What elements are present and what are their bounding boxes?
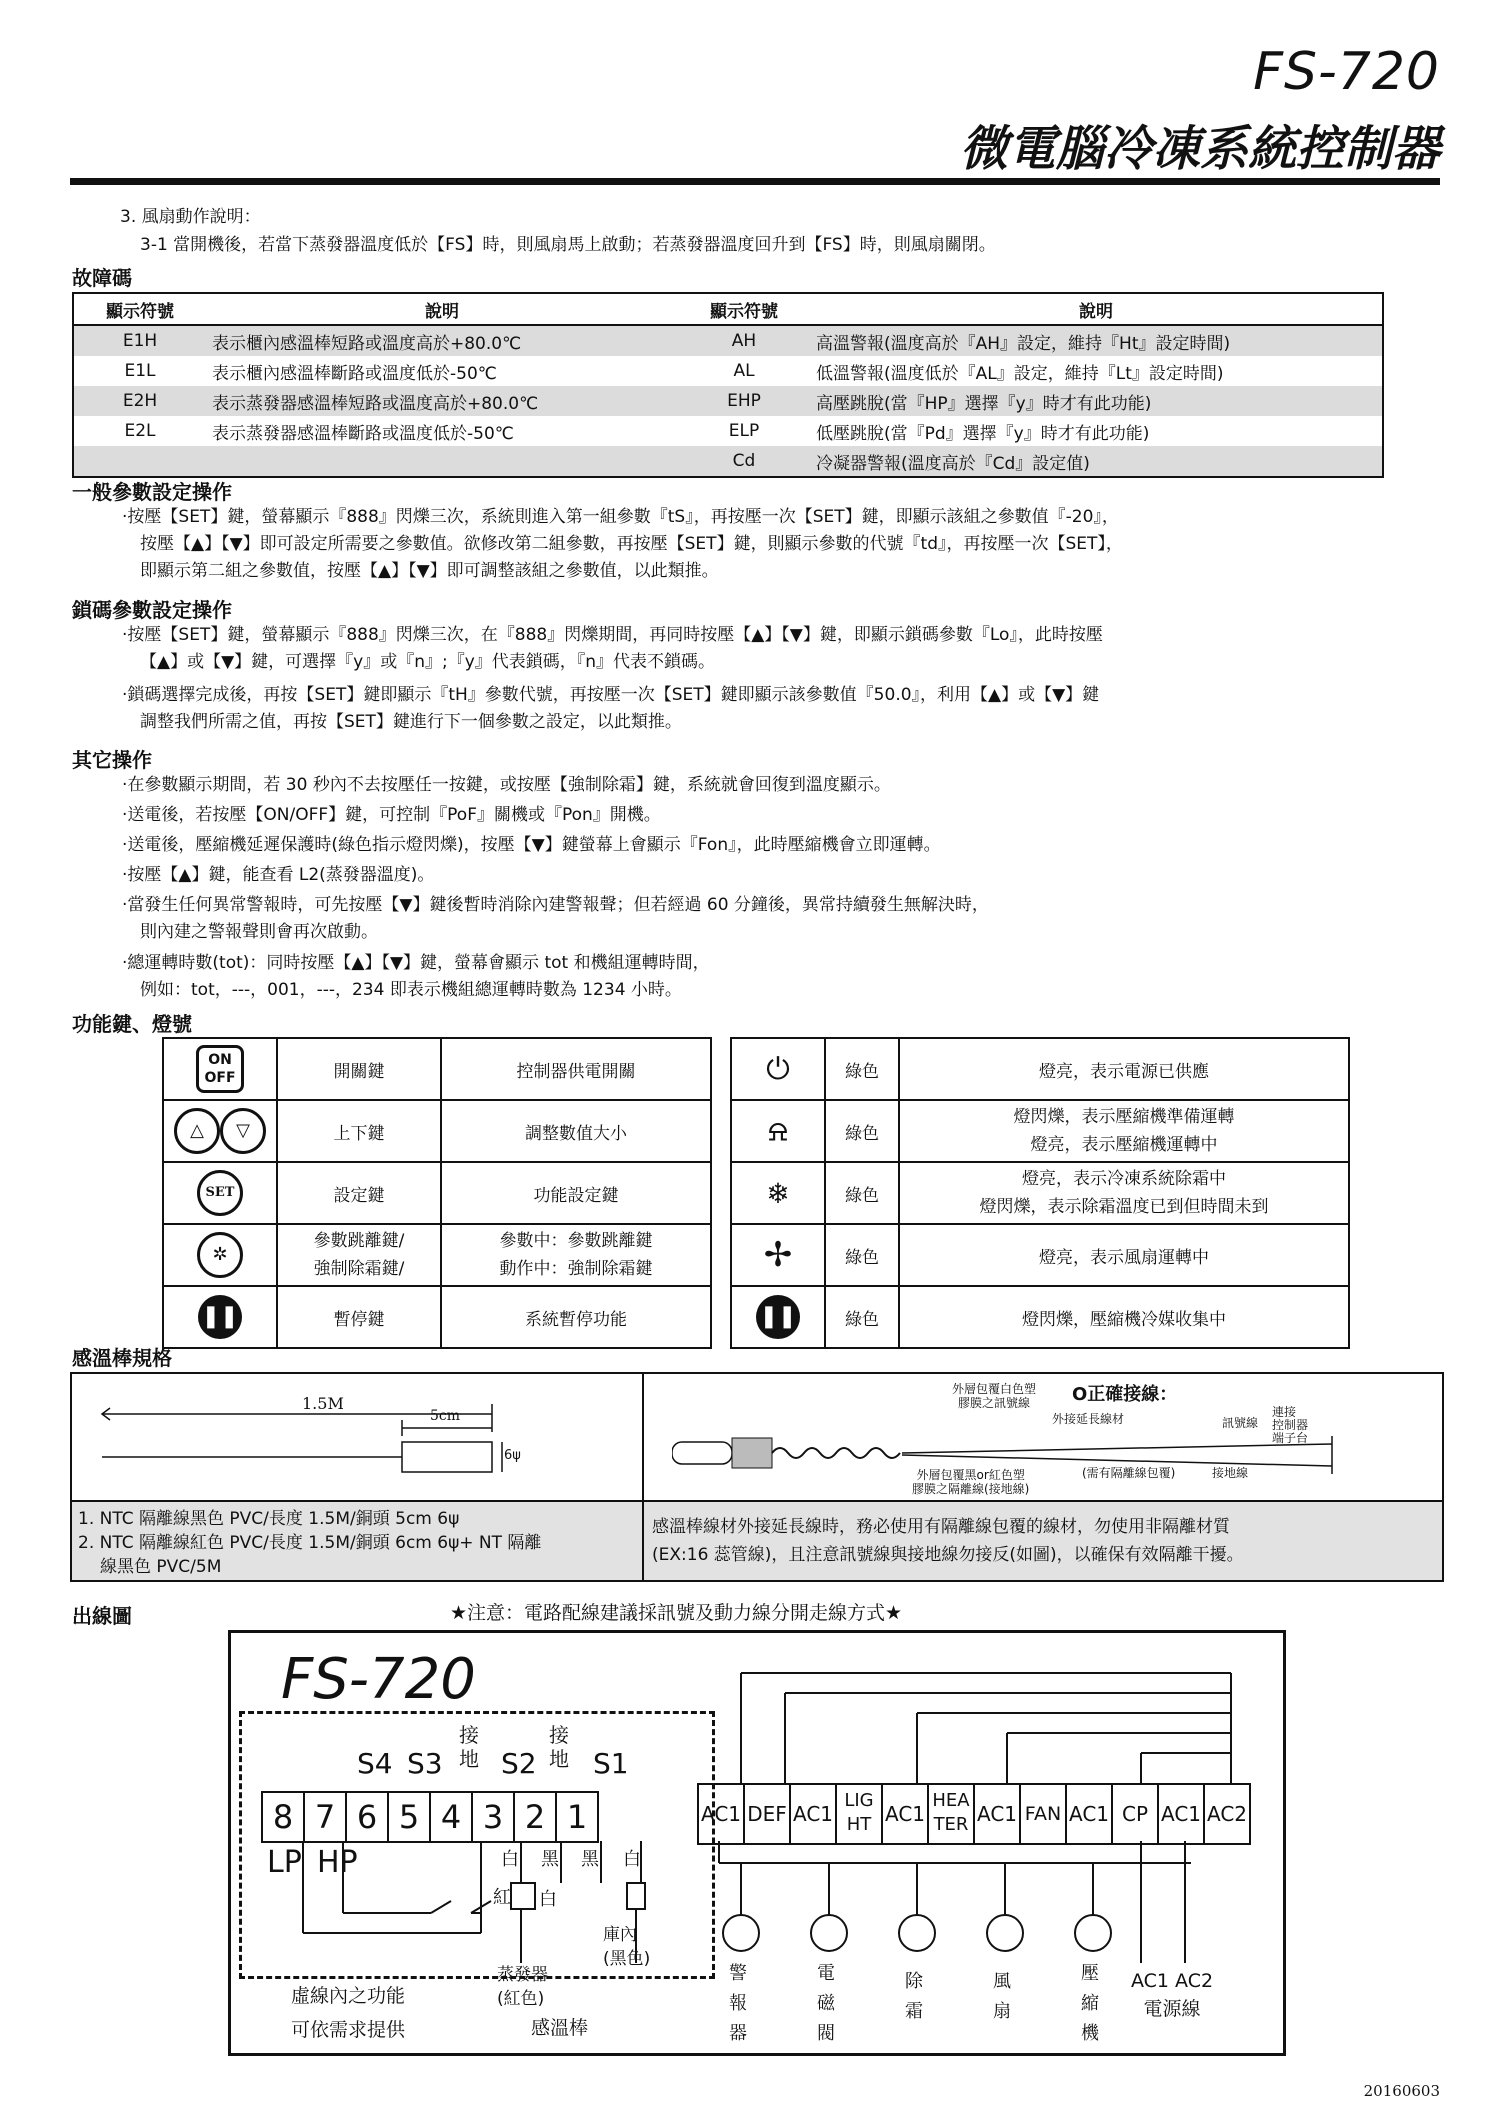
terminal: 2 xyxy=(515,1791,557,1843)
terminal: 6 xyxy=(347,1791,389,1843)
date-stamp: 20160603 xyxy=(1363,2082,1440,2100)
lock-heading: 鎖碼參數設定操作 xyxy=(72,598,232,622)
fault-table xyxy=(72,292,1384,478)
other-line: ‧送電後，若按壓【ON/OFF】鍵，可控制『PoF』關機或『Pon』開機。 xyxy=(122,805,661,825)
fault-desc: 低溫警報(溫度低於『AL』設定，維持『Lt』設定時間) xyxy=(816,363,1224,384)
terminal: AC1 xyxy=(791,1783,837,1845)
lock-line: ‧鎖碼選擇完成後，再按【SET】鍵即顯示『tH』參數代號，再按壓一次【SET】鍵即顯示該參數值『50.0』，利用【▲】或【▼】鍵 xyxy=(122,685,1100,705)
col-code: 顯示符號 xyxy=(74,294,206,325)
light-desc: 燈亮，表示風扇運轉中 xyxy=(899,1224,1349,1286)
fault-desc: 高壓跳脫(當『HP』選擇『y』時才有此功能) xyxy=(810,386,1382,416)
terminal: FAN xyxy=(1021,1783,1067,1845)
table-row xyxy=(74,325,1382,356)
key-name: 暫停鍵 xyxy=(277,1286,441,1348)
wire-color: 白 xyxy=(539,1889,557,1910)
other-line: 例如：tot，---，001，---，234 即表示機組總運轉時數為 1234 小時。 xyxy=(140,980,682,1000)
key-desc: 控制器供電開關 xyxy=(441,1038,711,1100)
power-icon: ⏻ xyxy=(731,1038,825,1100)
compressor-icon: ⍾ xyxy=(731,1100,825,1162)
terminal: LIG HT xyxy=(837,1783,883,1845)
fault-desc: 表示櫃內感溫棒短路或溫度高於+80.0℃ xyxy=(206,325,678,356)
header-rule xyxy=(70,178,1440,185)
s3-label: S3 xyxy=(407,1747,443,1780)
s2-label: S2 xyxy=(501,1747,537,1780)
spec-line: 線黑色 PVC/5M xyxy=(100,1557,222,1577)
note-line: 感溫棒線材外接延長線時，務必使用有隔離線包覆的線材，勿使用非隔離材質 xyxy=(652,1517,1230,1537)
fan-heading: 3. 風扇動作說明： xyxy=(120,207,261,227)
other-heading: 其它操作 xyxy=(72,748,152,772)
light-desc: 燈亮，表示電源已供應 xyxy=(899,1038,1349,1100)
fault-desc: 表示蒸發器感溫棒斷路或溫度低於-50℃ xyxy=(212,423,514,444)
spec-line: 1. NTC 隔離線黑色 PVC/長度 1.5M/銅頭 5cm 6ψ xyxy=(78,1509,460,1529)
fault-desc: 低壓跳脫(當『Pd』選擇『y』時才有此功能) xyxy=(816,423,1150,444)
key-name: 上下鍵 xyxy=(277,1100,441,1162)
other-line: ‧在參數顯示期間，若 30 秒內不去按壓任一按鍵，或按壓【強制除霜】鍵，系統就會回復到溫度顯示。 xyxy=(122,775,891,795)
fault-code: EHP xyxy=(678,386,810,416)
key-name: 設定鍵 xyxy=(277,1162,441,1224)
fault-desc: 表示櫃內感溫棒斷路或溫度低於-50℃ xyxy=(212,363,497,384)
terminal: 8 xyxy=(261,1791,305,1843)
col-desc: 說明 xyxy=(206,294,678,325)
other-line: 則內建之警報聲則會再次啟動。 xyxy=(140,922,378,942)
light-color: 綠色 xyxy=(825,1224,899,1286)
correct-wiring-label: O正確接線： xyxy=(1072,1384,1178,1405)
down-arrow-icon: ▽ xyxy=(220,1108,266,1154)
shield-label: (需有隔離線包覆) xyxy=(1082,1466,1176,1480)
table-row xyxy=(74,416,1382,446)
wire-color: 白 xyxy=(501,1849,519,1870)
wire-color: 黑 xyxy=(581,1849,599,1870)
keys-table xyxy=(162,1037,712,1349)
onoff-icon: ON OFF xyxy=(196,1045,244,1093)
keys-heading: 功能鍵、燈號 xyxy=(72,1012,192,1036)
load-label: 警 報 器 xyxy=(729,1963,747,2044)
terminal: AC1 xyxy=(1067,1783,1113,1845)
lock-line: 調整我們所需之值，再按【SET】鍵進行下一個參數之設定，以此類推。 xyxy=(140,712,682,732)
optional-note: 虛線內之功能 可依需求提供 xyxy=(291,1985,406,2041)
terminal: 4 xyxy=(431,1791,473,1843)
wiring-diagram xyxy=(228,1630,1286,2056)
sensor-heading: 感溫棒規格 xyxy=(72,1346,172,1370)
table-row xyxy=(163,1224,711,1286)
general-line: ‧按壓【SET】鍵，螢幕顯示『888』閃爍三次，系統則進入第一組參數『tS』，再按壓一次【SET】鍵，即顯示該組之參數值『-20』， xyxy=(122,507,1119,527)
model-title: FS-720 xyxy=(1253,42,1440,102)
pause-icon: ❚❚ xyxy=(756,1295,800,1339)
diameter-label: 6ψ xyxy=(504,1448,521,1463)
table-row xyxy=(731,1038,1349,1100)
light-color: 綠色 xyxy=(825,1162,899,1224)
key-desc: 系統暫停功能 xyxy=(441,1286,711,1348)
extension-label: 外接延長線材 xyxy=(1052,1412,1125,1426)
length-label: 1.5M xyxy=(302,1394,344,1413)
lock-line: 【▲】或【▼】鍵，可選擇『y』或『n』;『y』代表鎖碼，『n』代表不鎖碼。 xyxy=(140,652,716,672)
terminal: 5 xyxy=(389,1791,431,1843)
table-row xyxy=(163,1038,711,1100)
terminal: AC2 xyxy=(1205,1783,1251,1845)
light-desc: 燈閃爍，壓縮機冷媒收集中 xyxy=(899,1286,1349,1348)
ground-wire-label: 接地線 xyxy=(1212,1466,1249,1480)
fault-desc: 高溫警報(溫度高於『AH』設定，維持『Ht』設定時間) xyxy=(810,325,1382,356)
key-desc: 調整數值大小 xyxy=(441,1100,711,1162)
outer-ground-label: 外層包覆黑or紅色塑 膠膜之隔離線(接地線) xyxy=(912,1468,1030,1496)
probe-drawing xyxy=(92,1392,612,1492)
table-row xyxy=(163,1286,711,1348)
ground-label: 接 地 xyxy=(549,1723,569,1771)
document-title: 微電腦冷凍系統控制器 xyxy=(959,121,1440,177)
terminal: 3 xyxy=(473,1791,515,1843)
fan-icon: ✢ xyxy=(731,1224,825,1286)
fault-code: Cd xyxy=(678,446,810,476)
table-row xyxy=(731,1224,1349,1286)
lock-line: ‧按壓【SET】鍵，螢幕顯示『888』閃爍三次，在『888』閃爍期間，再同時按壓【▲】【▼】鍵，即顯示鎖碼參數『Lo』，此時按壓 xyxy=(122,625,1103,645)
load-label: 除 霜 xyxy=(905,1971,923,2022)
general-line: 按壓【▲】【▼】即可設定所需要之參數值。欲修改第二組參數，再按壓【SET】鍵，則顯示參數的代號『td』，再按壓一次【SET】， xyxy=(140,534,1123,554)
outer-signal-label: 外層包覆白色塑 膠膜之訊號線 xyxy=(952,1382,1037,1410)
terminal: AC1 xyxy=(883,1783,929,1845)
key-desc: 功能設定鍵 xyxy=(441,1162,711,1224)
power-line-label: AC1 AC2 電源線 xyxy=(1131,1970,1214,2020)
key-desc: 參數中：參數跳離鍵 動作中：強制除霜鍵 xyxy=(441,1224,711,1286)
fault-desc: 表示蒸發器感溫棒短路或溫度高於+80.0℃ xyxy=(206,386,678,416)
light-color: 綠色 xyxy=(825,1286,899,1348)
load-label: 壓 縮 機 xyxy=(1081,1963,1099,2044)
wiring-heading: 出線圖 xyxy=(72,1604,132,1628)
terminal: CP xyxy=(1113,1783,1159,1845)
light-color: 綠色 xyxy=(825,1038,899,1100)
fault-code: AL xyxy=(733,361,755,381)
hp-label: HP xyxy=(317,1845,358,1880)
terminal: HEA TER xyxy=(929,1783,975,1845)
light-color: 綠色 xyxy=(825,1100,899,1162)
fan-text: 3-1 當開機後，若當下蒸發器溫度低於【FS】時，則風扇馬上啟動；若蒸發器溫度回升到【FS】時，則風扇關閉。 xyxy=(140,235,996,255)
defrost-icon: ❄ xyxy=(731,1162,825,1224)
table-row xyxy=(74,386,1382,416)
fault-code: E1L xyxy=(124,361,156,381)
other-line: ‧按壓【▲】鍵，能查看 L2(蒸發器溫度)。 xyxy=(122,865,435,885)
set-icon: SET xyxy=(197,1170,243,1216)
cabinet-label: 庫內 (黑色) xyxy=(603,1925,651,1969)
tip-label: 5cm xyxy=(430,1408,461,1424)
note-line: (EX:16 蕊管線)，且注意訊號線與接地線勿接反(如圖)，以確保有效隔離干擾。 xyxy=(652,1545,1244,1565)
general-heading: 一般參數設定操作 xyxy=(72,480,232,504)
col-code: 顯示符號 xyxy=(678,294,810,325)
table-row xyxy=(163,1162,711,1224)
col-desc: 說明 xyxy=(810,294,1382,325)
fault-code: ELP xyxy=(728,421,760,441)
terminal: AC1 xyxy=(975,1783,1021,1845)
fault-heading: 故障碼 xyxy=(72,266,132,290)
terminal: AC1 xyxy=(697,1783,745,1845)
wiring-note: ★注意：電路配線建議採訊號及動力線分開走線方式★ xyxy=(450,1602,903,1624)
general-line: 即顯示第二組之參數值，按壓【▲】【▼】即可調整該組之參數值，以此類推。 xyxy=(140,561,719,581)
load-lines xyxy=(231,1633,1283,2053)
wire-color: 紅 xyxy=(493,1887,511,1908)
load-label: 風 扇 xyxy=(993,1971,1011,2022)
terminal: DEF xyxy=(745,1783,791,1845)
light-desc: 燈閃爍，表示壓縮機準備運轉 燈亮，表示壓縮機運轉中 xyxy=(899,1100,1349,1162)
fault-code: E2H xyxy=(74,386,206,416)
table-row xyxy=(731,1162,1349,1224)
wire-color: 黑 xyxy=(541,1849,559,1870)
up-arrow-icon: △ xyxy=(174,1108,220,1154)
evaporator-label: 蒸發器 (紅色) xyxy=(497,1965,548,2009)
key-name: 參數跳離鍵/ 強制除霜鍵/ xyxy=(277,1224,441,1286)
table-row xyxy=(163,1100,711,1162)
spec-line: 2. NTC 隔離線紅色 PVC/長度 1.5M/銅頭 6cm 6ψ+ NT 隔離 xyxy=(78,1533,542,1553)
fault-desc: 冷凝器警報(溫度高於『Cd』設定值) xyxy=(810,446,1382,476)
table-row xyxy=(74,356,1382,386)
table-row xyxy=(74,446,1382,476)
other-line: ‧總運轉時數(tot)：同時按壓【▲】【▼】鍵，螢幕會顯示 tot 和機組運轉時間， xyxy=(122,953,710,973)
defrost-key-icon: ✲ xyxy=(197,1232,243,1278)
wire-color: 白 xyxy=(623,1849,641,1870)
fault-code: E2L xyxy=(124,421,156,441)
fault-code: E1H xyxy=(74,325,206,356)
key-name: 開關鍵 xyxy=(277,1038,441,1100)
lights-table xyxy=(730,1037,1350,1349)
fault-code: AH xyxy=(678,325,810,356)
other-line: ‧當發生任何異常警報時，可先按壓【▼】鍵後暫時消除內建警報聲；但若經過 60 分鐘後，異常持續發生無解決時， xyxy=(122,895,989,915)
load-label: 電 磁 閥 xyxy=(817,1963,835,2044)
pause-icon: ❚❚ xyxy=(198,1295,242,1339)
wiring-model: FS-720 xyxy=(281,1647,476,1712)
terminal: 1 xyxy=(557,1791,599,1843)
signal-wire-label: 訊號線 xyxy=(1222,1416,1259,1430)
table-row xyxy=(731,1286,1349,1348)
s4-label: S4 xyxy=(357,1747,393,1780)
sensor-label: 感溫棒 xyxy=(531,2017,589,2039)
controller-label: 連接 控制器 端子台 xyxy=(1272,1405,1309,1445)
other-line: ‧送電後，壓縮機延遲保護時(綠色指示燈閃爍)，按壓【▼】鍵螢幕上會顯示『Fon』，此時壓縮機會立即運轉。 xyxy=(122,835,941,855)
s1-label: S1 xyxy=(593,1747,629,1780)
terminal: AC1 xyxy=(1159,1783,1205,1845)
sensor-box xyxy=(70,1372,1444,1582)
terminal: 7 xyxy=(305,1791,347,1843)
light-desc: 燈亮，表示冷凍系統除霜中 燈閃爍，表示除霜溫度已到但時間未到 xyxy=(899,1162,1349,1224)
table-row xyxy=(731,1100,1349,1162)
ground-label: 接 地 xyxy=(459,1723,479,1771)
fault-desc xyxy=(206,446,678,476)
fault-code xyxy=(74,446,206,476)
lp-label: LP xyxy=(267,1845,302,1880)
